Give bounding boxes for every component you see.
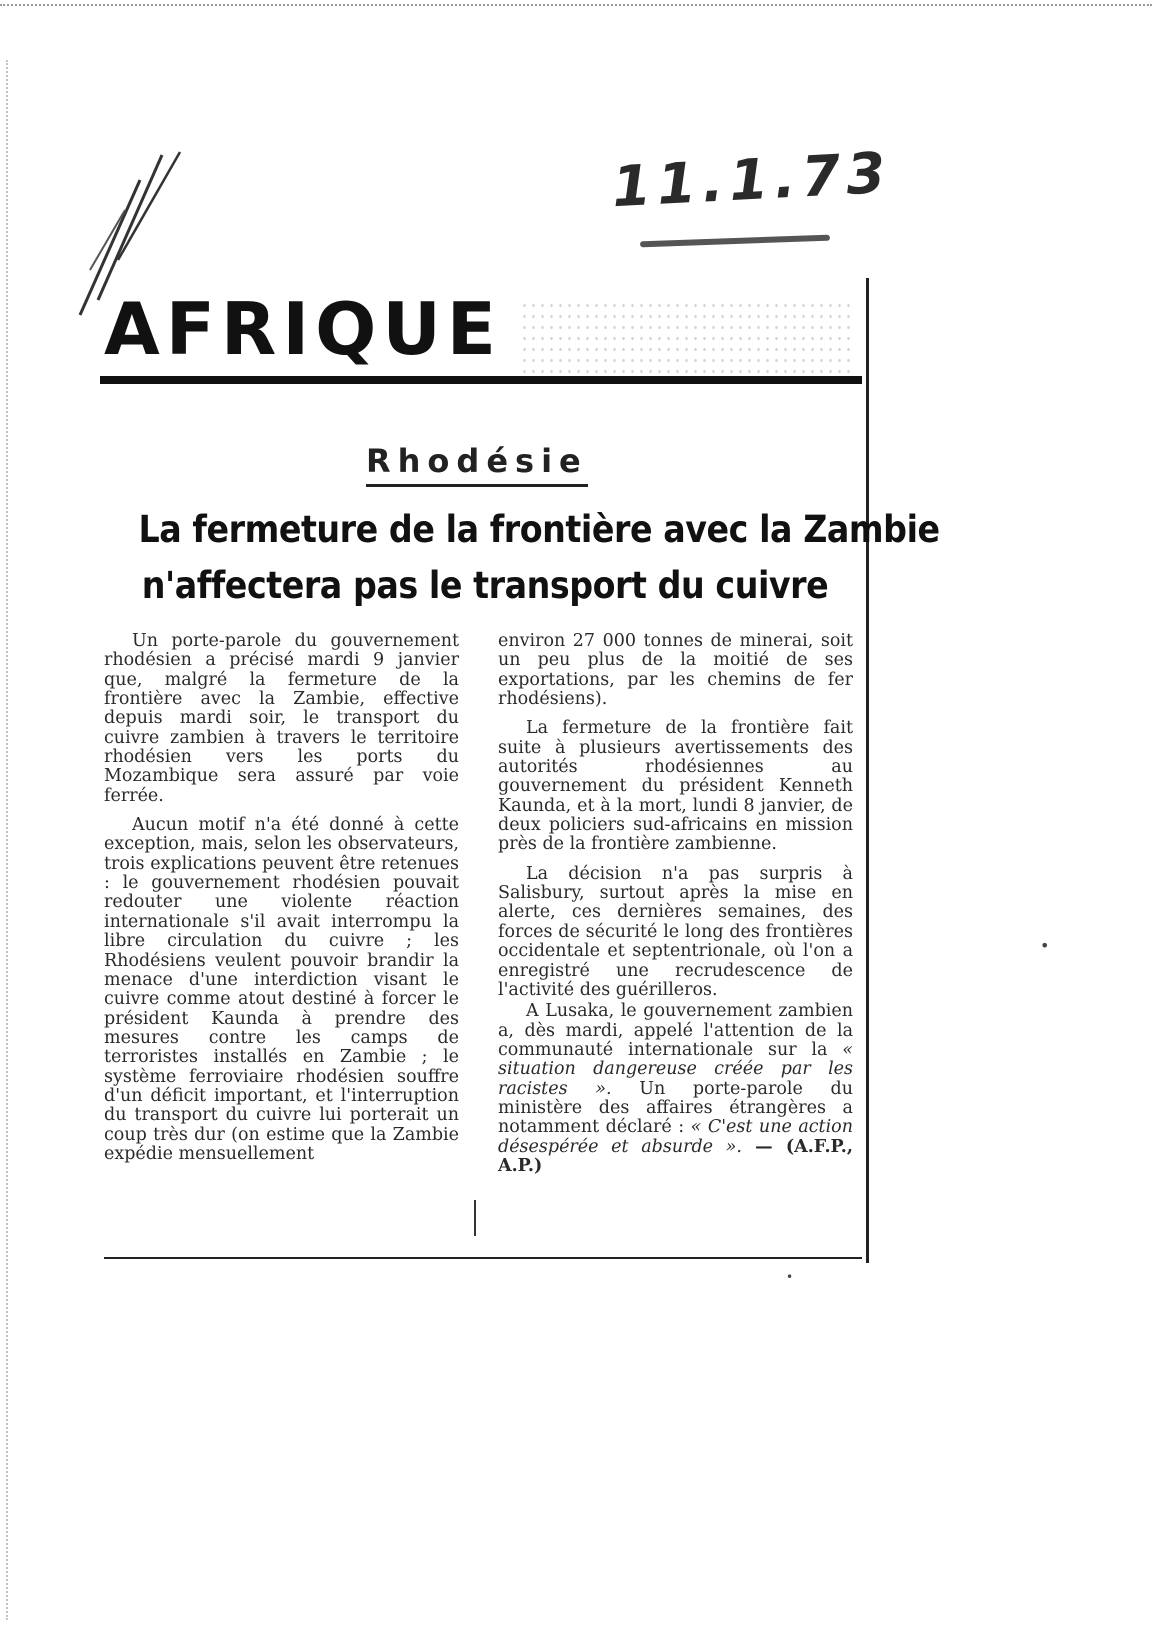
pen-underline [640,235,830,248]
article-kicker: Rhodésie [366,442,588,487]
article-headline [100,502,940,614]
quote: « C'est une action désespérée et absurde ». [498,1117,853,1157]
clipping-right-border [866,278,869,1263]
headline-line-2: n'affectera pas le transport du cuivre [141,564,829,607]
print-speckle [520,300,850,380]
agency-credit: — (A.F.P., A.P.) [498,1136,853,1176]
section-rule [100,376,862,384]
handwritten-date: 11.1.73 [610,140,893,221]
headline-line-1: La fermeture de la frontière avec la Zambie [138,508,940,551]
paragraph: La fermeture de la frontière fait suite à plusieurs avertissements des autorités rhodésiennes au gouvernement du président Kenneth Kaunda, et à la mort, lundi 8 janvier, de deux policiers sud-africains en mission près de la frontière zambienne. [498,718,853,855]
scan-edge-top [0,4,1152,9]
article-column-2 [498,632,853,1186]
quote: « situation dangereuse créée par les racistes ». [498,1039,853,1099]
paragraph: environ 27 000 tonnes de minerai, soit un peu plus de la moitié de ses exportations, par les chemins de fer rhodésiens). [498,631,853,710]
scan-mark: • [1040,936,1050,955]
paragraph: A Lusaka, le gouvernement zambien a, dès mardi, appelé l'attention de la communauté internationale sur la « situation dangereuse créée par les racistes ». Un porte-parole du ministère des affaires étrangères a notamment déclaré : « C'est une action désespérée et absurde ». — (A.F.P., A.P.) [498,1001,853,1176]
paragraph: La décision n'a pas surpris à Salisbury, surtout après la mise en alerte, ces dernières semaines, des forces de sécurité le long des frontières occidentale et septentrionale, où l'on a enregistré une recrudescence de l'activité des guérilleros. [498,863,853,1000]
article-column-1 [104,632,459,1174]
column-rule [474,1200,476,1236]
article-bottom-rule [104,1257,862,1259]
paragraph: Un porte-parole du gouvernement rhodésien a précisé mardi 9 janvier que, malgré la fermeture de la frontière avec la Zambie, effective depuis mardi soir, le transport du cuivre zambien à travers le territoire rhodésien vers les ports du Mozambique sera assuré par voie ferrée. [104,631,459,806]
paragraph: Aucun motif n'a été donné à cette exception, mais, selon les observateurs, trois explications peuvent être retenues : le gouvernement rhodésien pouvait redouter une violente réaction internationale s'il avait interrompu la libre circulation du cuivre ; les Rhodésiens veulent pouvoir brandir la menace d'une interdiction visant le cuivre comme atout destiné à forcer le président Kaunda à prendre des mesures contre les camps de terroristes installés en Zambie ; le système ferroviaire rhodésien souffre d'un déficit important, et l'interruption du transport du cuivre lui porterait un coup très dur (on estime que la Zambie expédie mensuellement [104,815,459,1164]
scan-mark: • [786,1270,794,1284]
section-title: AFRIQUE [104,287,502,371]
scan-edge-left [6,60,10,1620]
